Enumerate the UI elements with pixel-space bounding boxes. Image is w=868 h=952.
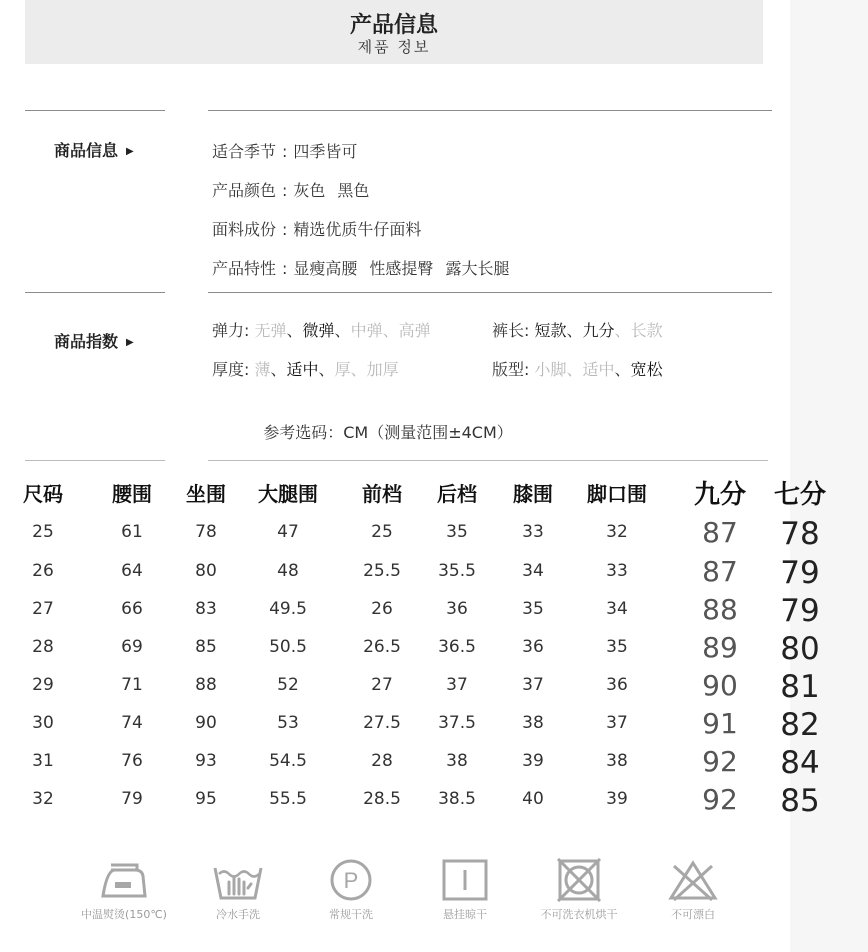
product-index-label: 商品指数 ▶ bbox=[54, 332, 134, 351]
info-row-color: 产品颜色 : 灰色 黑色 bbox=[212, 181, 370, 200]
table-cell-leg-opening: 36 bbox=[606, 675, 628, 695]
table-cell-size: 26 bbox=[32, 561, 54, 581]
care-item-no-bleach: 不可漂白 bbox=[643, 858, 743, 922]
table-cell-hip: 83 bbox=[195, 599, 217, 619]
table-header-size: 尺码 bbox=[23, 482, 63, 506]
table-cell-back-rise: 37.5 bbox=[438, 713, 476, 733]
table-cell-waist: 69 bbox=[121, 637, 143, 657]
table-cell-front-rise: 27 bbox=[371, 675, 393, 695]
table-cell-ninth-length: 87 bbox=[702, 516, 738, 549]
table-cell-thigh: 48 bbox=[277, 561, 299, 581]
table-cell-back-rise: 35.5 bbox=[438, 561, 476, 581]
table-cell-front-rise: 27.5 bbox=[363, 713, 401, 733]
table-cell-front-rise: 25.5 bbox=[363, 561, 401, 581]
table-cell-ninth-length: 88 bbox=[702, 593, 738, 626]
info-row-season: 适合季节 : 四季皆可 bbox=[212, 142, 358, 161]
table-cell-ninth-length: 87 bbox=[702, 555, 738, 588]
table-cell-knee: 37 bbox=[522, 675, 544, 695]
table-cell-leg-opening: 33 bbox=[606, 561, 628, 581]
table-cell-seventh-length: 81 bbox=[780, 669, 820, 705]
table-cell-waist: 61 bbox=[121, 522, 143, 542]
header-band bbox=[25, 0, 763, 64]
divider-right-2 bbox=[208, 292, 772, 293]
page-subtitle: 제품 정보 bbox=[357, 38, 431, 56]
hang-dry-icon bbox=[438, 858, 492, 902]
table-cell-hip: 90 bbox=[195, 713, 217, 733]
table-header-back-rise: 后档 bbox=[437, 482, 477, 506]
product-info-label: 商品信息 ▶ bbox=[54, 141, 134, 160]
dry-clean-icon bbox=[324, 858, 378, 902]
divider-right-1 bbox=[208, 110, 772, 111]
table-cell-knee: 38 bbox=[522, 713, 544, 733]
table-cell-waist: 76 bbox=[121, 751, 143, 771]
table-cell-knee: 34 bbox=[522, 561, 544, 581]
table-cell-knee: 33 bbox=[522, 522, 544, 542]
table-cell-hip: 85 bbox=[195, 637, 217, 657]
table-cell-size: 27 bbox=[32, 599, 54, 619]
table-cell-waist: 79 bbox=[121, 789, 143, 809]
svg-text:P: P bbox=[343, 868, 359, 893]
table-cell-back-rise: 38.5 bbox=[438, 789, 476, 809]
table-cell-ninth-length: 90 bbox=[702, 669, 738, 702]
care-item-dry-clean: P 常规干洗 bbox=[301, 858, 401, 922]
table-cell-hip: 78 bbox=[195, 522, 217, 542]
table-cell-leg-opening: 37 bbox=[606, 713, 628, 733]
table-cell-seventh-length: 82 bbox=[780, 707, 820, 743]
table-cell-hip: 95 bbox=[195, 789, 217, 809]
divider-right-3 bbox=[208, 460, 768, 461]
table-header-front-rise: 前档 bbox=[362, 482, 402, 506]
info-row-fabric: 面料成份 : 精选优质牛仔面料 bbox=[212, 220, 422, 239]
care-item-hand-wash: 冷水手洗 bbox=[188, 858, 288, 922]
table-cell-back-rise: 37 bbox=[446, 675, 468, 695]
table-cell-waist: 66 bbox=[121, 599, 143, 619]
table-cell-seventh-length: 80 bbox=[780, 631, 820, 667]
info-row-features: 产品特性 : 显瘦高腰 性感提臀 露大长腿 bbox=[212, 259, 510, 278]
table-cell-leg-opening: 38 bbox=[606, 751, 628, 771]
divider-left-3 bbox=[25, 460, 165, 461]
triangle-right-icon: ▶ bbox=[126, 146, 134, 157]
table-header-hip: 坐围 bbox=[186, 482, 226, 506]
table-cell-ninth-length: 91 bbox=[702, 707, 738, 740]
table-cell-seventh-length: 78 bbox=[780, 516, 820, 552]
index-elasticity: 弹力: 无弹、微弹、中弹、高弹 bbox=[212, 321, 431, 340]
table-cell-front-rise: 26.5 bbox=[363, 637, 401, 657]
care-item-iron: 中温熨烫(150℃) bbox=[74, 858, 174, 922]
care-item-hang-dry: 悬挂晾干 bbox=[415, 858, 515, 922]
table-cell-leg-opening: 32 bbox=[606, 522, 628, 542]
iron-icon bbox=[97, 858, 151, 902]
table-cell-knee: 39 bbox=[522, 751, 544, 771]
table-cell-thigh: 49.5 bbox=[269, 599, 307, 619]
table-cell-ninth-length: 92 bbox=[702, 783, 738, 816]
divider-left-1 bbox=[25, 110, 165, 111]
table-cell-hip: 88 bbox=[195, 675, 217, 695]
table-cell-front-rise: 25 bbox=[371, 522, 393, 542]
table-cell-size: 32 bbox=[32, 789, 54, 809]
table-cell-size: 29 bbox=[32, 675, 54, 695]
table-cell-thigh: 52 bbox=[277, 675, 299, 695]
table-cell-thigh: 47 bbox=[277, 522, 299, 542]
hand-wash-icon bbox=[211, 858, 265, 902]
table-cell-thigh: 50.5 bbox=[269, 637, 307, 657]
index-length: 裤长: 短款、九分、长款 bbox=[492, 321, 663, 340]
index-thickness: 厚度: 薄、适中、厚、加厚 bbox=[212, 360, 399, 379]
divider-left-2 bbox=[25, 292, 165, 293]
table-cell-hip: 93 bbox=[195, 751, 217, 771]
table-cell-seventh-length: 79 bbox=[780, 593, 820, 629]
table-cell-seventh-length: 79 bbox=[780, 555, 820, 591]
table-cell-ninth-length: 89 bbox=[702, 631, 738, 664]
table-cell-size: 31 bbox=[32, 751, 54, 771]
table-cell-thigh: 55.5 bbox=[269, 789, 307, 809]
table-cell-ninth-length: 92 bbox=[702, 745, 738, 778]
table-cell-front-rise: 28 bbox=[371, 751, 393, 771]
index-fit: 版型: 小脚、适中、宽松 bbox=[492, 360, 663, 379]
table-cell-leg-opening: 34 bbox=[606, 599, 628, 619]
table-cell-waist: 71 bbox=[121, 675, 143, 695]
table-cell-leg-opening: 39 bbox=[606, 789, 628, 809]
table-cell-seventh-length: 84 bbox=[780, 745, 820, 781]
table-cell-back-rise: 35 bbox=[446, 522, 468, 542]
table-header-leg-opening: 脚口围 bbox=[587, 482, 647, 506]
table-cell-knee: 35 bbox=[522, 599, 544, 619]
table-cell-back-rise: 36 bbox=[446, 599, 468, 619]
table-header-waist: 腰围 bbox=[112, 482, 152, 506]
table-cell-thigh: 54.5 bbox=[269, 751, 307, 771]
table-header-thigh: 大腿围 bbox=[258, 482, 318, 506]
table-header-ninth-length: 九分 bbox=[693, 480, 747, 510]
table-cell-leg-opening: 35 bbox=[606, 637, 628, 657]
table-cell-back-rise: 36.5 bbox=[438, 637, 476, 657]
table-header-seventh-length: 七分 bbox=[773, 480, 827, 510]
table-header-knee: 膝围 bbox=[513, 482, 553, 506]
triangle-right-icon: ▶ bbox=[126, 337, 134, 348]
table-cell-knee: 36 bbox=[522, 637, 544, 657]
no-tumble-dry-icon bbox=[552, 858, 606, 902]
table-cell-thigh: 53 bbox=[277, 713, 299, 733]
table-cell-back-rise: 38 bbox=[446, 751, 468, 771]
no-bleach-icon bbox=[666, 858, 720, 902]
page-title: 产品信息 bbox=[349, 13, 438, 38]
table-cell-waist: 64 bbox=[121, 561, 143, 581]
care-item-no-tumble-dry: 不可洗衣机烘干 bbox=[529, 858, 629, 922]
size-reference-note: 参考选码：CM（测量范围±4CM） bbox=[263, 423, 513, 442]
table-cell-knee: 40 bbox=[522, 789, 544, 809]
table-cell-front-rise: 26 bbox=[371, 599, 393, 619]
table-cell-hip: 80 bbox=[195, 561, 217, 581]
table-cell-size: 30 bbox=[32, 713, 54, 733]
table-cell-size: 28 bbox=[32, 637, 54, 657]
table-cell-front-rise: 28.5 bbox=[363, 789, 401, 809]
table-cell-seventh-length: 85 bbox=[780, 783, 820, 819]
table-cell-size: 25 bbox=[32, 522, 54, 542]
table-cell-waist: 74 bbox=[121, 713, 143, 733]
